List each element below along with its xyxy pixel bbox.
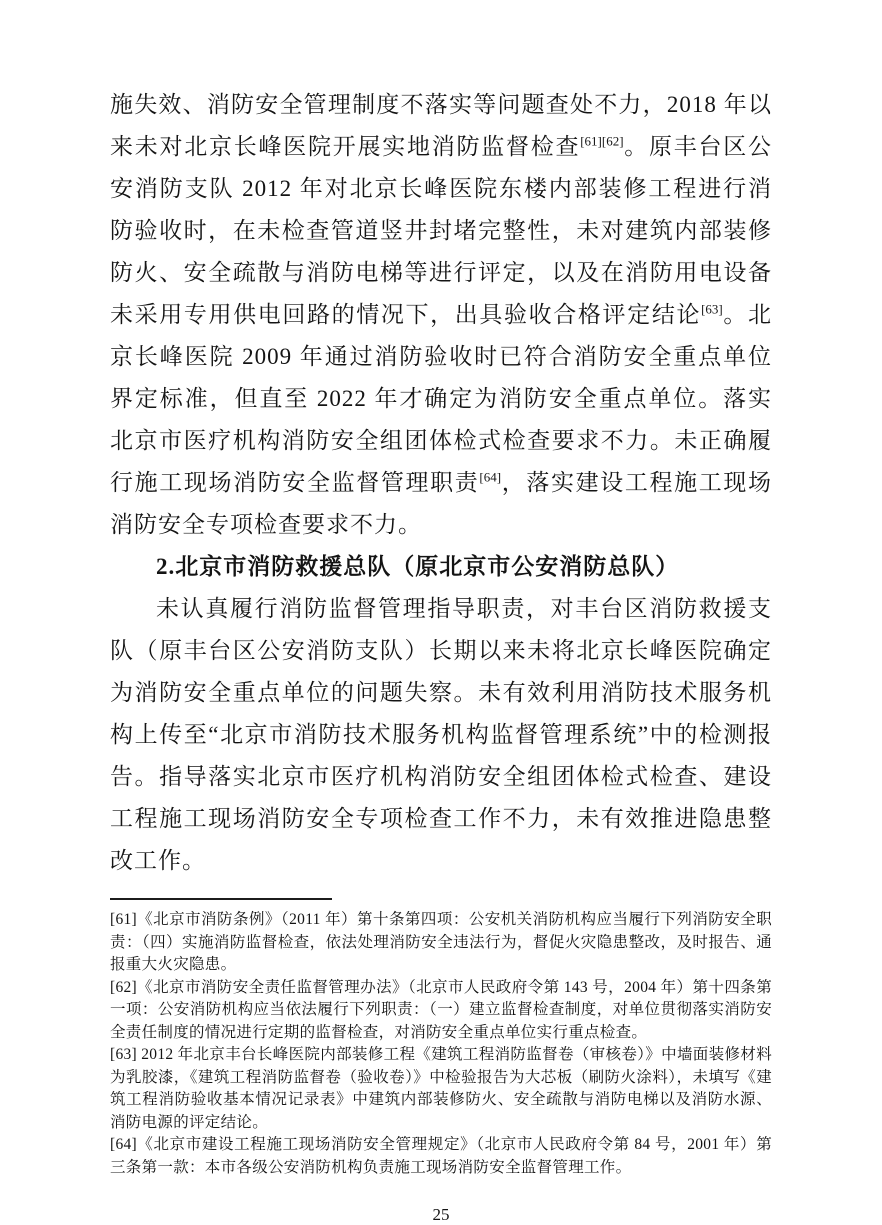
footnote-reference: [61][62] [580, 133, 624, 149]
footnote-reference: [64] [479, 469, 502, 485]
footnotes-list [110, 909, 772, 1179]
page-number: 25 [432, 1205, 450, 1224]
footnote: [64]《北京市建设工程施工现场消防安全管理规定》（北京市人民政府令第 84 号，2001 年）第三条第一款：本市各级公安消防机构负责施工现场消防安全监督管理工作。 [110, 1136, 772, 1176]
footnote: [61]《北京市消防条例》（2011 年）第十条第四项：公安机关消防机构应当履行下列消防安全职责：（四）实施消防监督检查，依法处理消防安全违法行为，督促火灾隐患整改，及时报告、通报重大火灾隐患。 [110, 911, 772, 973]
footnote: [63] 2012 年北京丰台长峰医院内部装修工程《建筑工程消防监督卷（审核卷）》中墙面装修材料为乳胶漆，《建筑工程消防监督卷（验收卷）》中检验报告为大芯板（刷防火涂料），未填写《建筑工程消防验收基本情况记录表》中建筑内部装修防火、安全疏散与消防电梯以及消防水源、消防电源的评定结论。 [110, 1046, 772, 1131]
body-paragraph: 未认真履行消防监督管理指导职责，对丰台区消防救援支队（原丰台区公安消防支队）长期以来未将北京长峰医院确定为消防安全重点单位的问题失察。未有效利用消防技术服务机构上传至“北京市消防技术服务机构监督管理系统”中的检测报告。指导落实北京市医疗机构消防安全组团体检式检查、建设工程施工现场消防安全专项检查工作不力，未有效推进隐患整改工作。 [110, 596, 772, 873]
section-heading: 2.北京市消防救援总队（原北京市公安消防总队） [156, 554, 680, 579]
document-body [110, 84, 772, 882]
footnote-separator [110, 898, 332, 900]
body-paragraph: 施失效、消防安全管理制度不落实等问题查处不力，2018 年以来未对北京长峰医院开展实地消防监督检查[61][62]。原丰台区公安消防支队 2012 年对北京长峰医院东楼内部装修工程进行消防验收时，在未检查管道竖井封堵完整性，未对建筑内部装修防火、安全疏散与消防电梯等进行评定，以及在消防用电设备未采用专用供电回路的情况下，出具验收合格评定结论[63]。北京长峰医院 2009 年通过消防验收时已符合消防安全重点单位界定标准，但直至 2022 年才确定为消防安全重点单位。落实北京市医疗机构消防安全组团体检式检查要求不力。未正确履行施工现场消防安全监督管理职责[64]，落实建设工程施工现场消防安全专项检查要求不力。 [110, 92, 773, 537]
footnote: [62]《北京市消防安全责任监督管理办法》（北京市人民政府令第 143 号，2004 年）第十四条第一项：公安消防机构应当依法履行下列职责：（一）建立监督检查制度，对单位贯彻落实消防安全责任制度的情况进行定期的监督检查，对消防安全重点单位实行重点检查。 [110, 978, 772, 1041]
footnote-reference: [63] [701, 301, 723, 317]
